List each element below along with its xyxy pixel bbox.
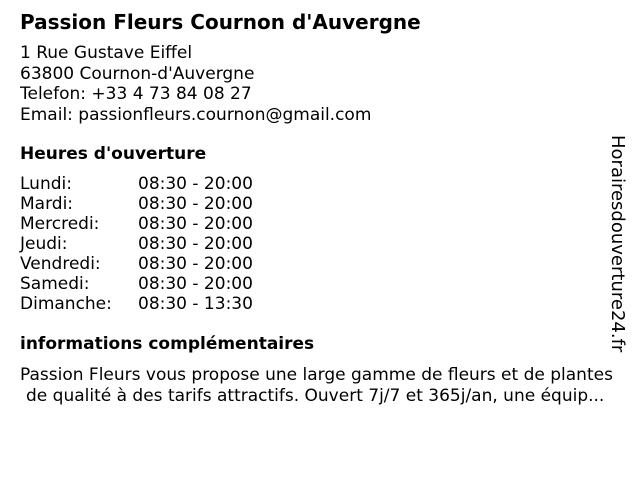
additional-info-heading: informations complémentaires <box>20 334 315 354</box>
hours-row-thursday <box>20 234 253 254</box>
business-name: Passion Fleurs Cournon d'Auvergne <box>20 10 421 34</box>
site-watermark: Horairesdouverture24.fr <box>607 135 628 353</box>
city-address: 63800 Cournon-d'Auvergne <box>20 63 255 84</box>
description-line: Passion Fleurs vous propose une large gamme de fleurs et de plantes <box>20 365 613 385</box>
street-address: 1 Rue Gustave Eiffel <box>20 43 193 63</box>
time-range: 08:30 - 20:00 <box>138 214 253 234</box>
time-range: 08:30 - 20:00 <box>138 174 253 194</box>
opening-hours-table <box>20 174 253 314</box>
day-label: Vendredi: <box>20 254 101 274</box>
day-label: Mercredi: <box>20 214 100 234</box>
day-label: Samedi: <box>20 274 90 294</box>
time-range: 08:30 - 13:30 <box>138 294 253 314</box>
hours-row-monday <box>20 174 253 194</box>
day-label: Mardi: <box>20 194 74 214</box>
day-label: Lundi: <box>20 174 72 194</box>
email-address: Email: passionfleurs.cournon@gmail.com <box>20 104 372 125</box>
time-range: 08:30 - 20:00 <box>138 274 253 294</box>
hours-row-sunday <box>20 294 253 314</box>
phone-number: Telefon: +33 4 73 84 08 27 <box>20 84 252 104</box>
address-block <box>20 43 371 125</box>
time-range: 08:30 - 20:00 <box>138 254 253 274</box>
day-label: Dimanche: <box>20 294 112 314</box>
day-label: Jeudi: <box>20 234 68 254</box>
hours-row-wednesday <box>20 214 253 234</box>
time-range: 08:30 - 20:00 <box>138 234 253 254</box>
time-range: 08:30 - 20:00 <box>138 194 253 214</box>
description-line: de qualité à des tarifs attractifs. Ouvert 7j/7 et 365j/an, une équip... <box>26 385 605 406</box>
description-text <box>20 365 635 406</box>
hours-row-friday <box>20 254 253 274</box>
opening-hours-heading: Heures d'ouverture <box>20 144 207 164</box>
hours-row-saturday <box>20 274 253 294</box>
hours-row-tuesday <box>20 194 253 214</box>
